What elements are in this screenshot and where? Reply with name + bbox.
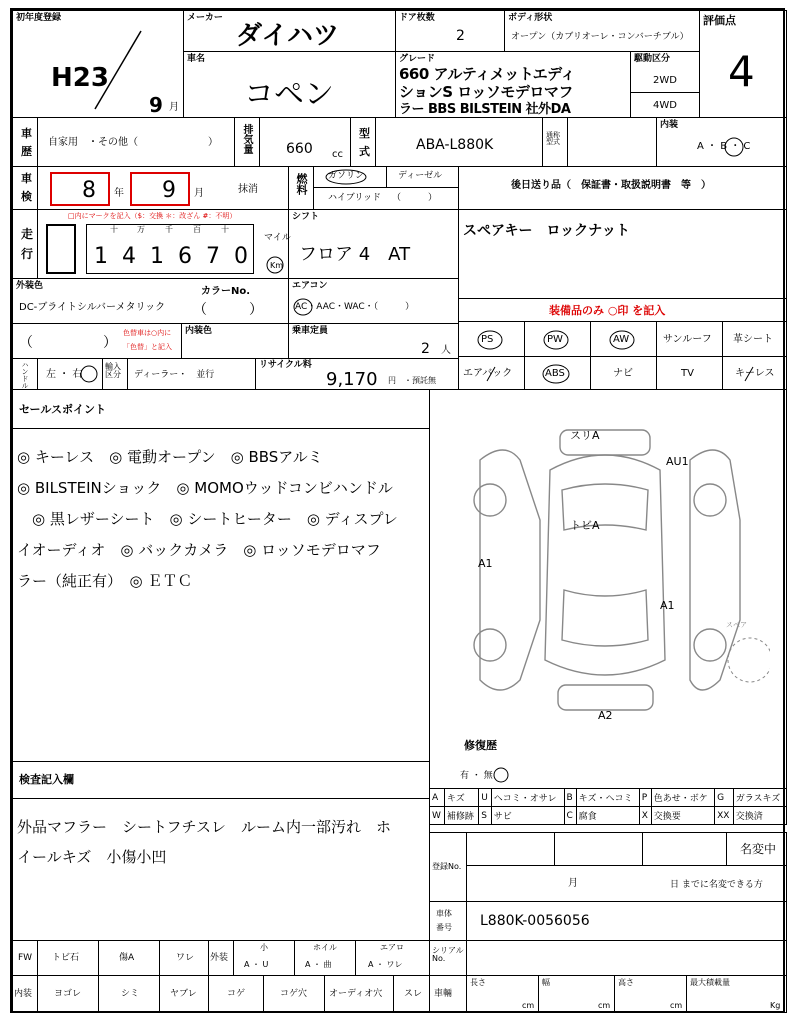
registration-month: 9 <box>149 93 163 117</box>
cert-cell <box>567 117 657 167</box>
legend-desc-c: 腐食 <box>576 807 639 825</box>
damage-diagram-box <box>429 389 787 789</box>
fuel-hybrid: ハイブリッド <box>328 193 382 203</box>
interior-item-5-cell <box>263 975 325 1013</box>
equip-tv <box>656 356 723 390</box>
displacement-cell <box>259 117 351 167</box>
damage-au1: AU1 <box>666 455 689 468</box>
interior-item-6-cell <box>324 975 394 1013</box>
width-label: 幅 <box>542 978 550 987</box>
aero-cell <box>355 940 430 976</box>
handle-label: ハンドル <box>21 361 29 389</box>
legend-desc-x: 交換要 <box>651 807 714 825</box>
fw-item-2-cell <box>98 940 160 976</box>
interior-label-cell <box>12 975 38 1013</box>
history-value: 自家用 ・その他（ ） <box>48 137 218 148</box>
legend-code-c: C <box>564 807 576 825</box>
color-code-label: カラーNo. <box>201 286 251 297</box>
equip-aw-label: AW <box>613 334 630 345</box>
fw-item-1-cell <box>37 940 99 976</box>
car-diagram-outline <box>450 420 770 720</box>
legend-desc-w: 補修跡 <box>444 807 478 825</box>
vin-value: L880K-0056056 <box>480 913 590 929</box>
displacement-label: 排気量 <box>241 124 252 154</box>
interior-item-7: スレ <box>404 989 423 999</box>
weight-unit: Kg <box>770 1001 781 1010</box>
legend-desc-u: ヘコミ・オサレ <box>491 789 564 807</box>
inspection-year-unit: 年 <box>114 188 124 199</box>
circle-mark-gasoline <box>322 168 370 186</box>
height-unit: cm <box>670 1001 683 1010</box>
height-label: 高さ <box>618 978 634 987</box>
equip-abs-label: ABS <box>545 368 565 379</box>
equip-sunroof <box>656 321 723 357</box>
equip-keyless <box>722 356 787 390</box>
serial-label: シリアルNo. <box>432 946 464 963</box>
equip-pw-label: PW <box>547 334 563 345</box>
mileage-unit-label-4: 百 <box>193 225 201 234</box>
drive-cell <box>630 51 700 118</box>
color-change-note-2: 「色替」と記入 <box>123 343 172 351</box>
exterior-color-cell <box>12 278 289 324</box>
dimensions-label: 車輛 <box>434 989 453 999</box>
color-change-paren: （ ） <box>19 335 117 351</box>
interior-color-cell <box>181 323 289 359</box>
displacement-value: 660 <box>286 141 313 157</box>
capacity-cell <box>288 323 459 359</box>
circle-mark-ac <box>292 297 314 317</box>
interior-item-4-cell <box>208 975 264 1013</box>
mileage-cell <box>37 209 289 279</box>
interior-item-7-cell <box>393 975 430 1013</box>
mileage-mark-box <box>46 224 76 274</box>
drive-4wd: 4WD <box>653 100 677 111</box>
legend-code-s: S <box>479 807 491 825</box>
equip-aw <box>590 321 657 357</box>
exterior-small-cell <box>233 940 295 976</box>
inspection-label-1: 車 <box>21 172 32 185</box>
fw-item-3-cell <box>159 940 209 976</box>
sales-title: セールスポイント <box>19 403 107 416</box>
recycle-unit: 円 <box>388 376 396 385</box>
registration-month-unit: 月 <box>568 878 578 889</box>
sales-line-3: ◎ 黒レザーシート ◎ シートヒーター ◎ ディスプレ <box>17 510 398 528</box>
inspection-line-1: 外品マフラー シートフチスレ ルーム内一部汚れ ホ <box>17 818 391 836</box>
inspection-year: 8 <box>82 178 96 203</box>
aircon-value: AC・AAC・WAC・（ ） <box>295 302 415 312</box>
first-registration-cell <box>12 10 184 118</box>
length-label: 長さ <box>470 978 486 987</box>
car-name-value: コペン <box>244 77 334 112</box>
equip-ps-label: PS <box>481 334 494 345</box>
aero-label: エアロ <box>380 943 404 952</box>
wheel-value: A ・ 曲 <box>305 960 332 969</box>
auction-sheet <box>10 8 785 1013</box>
equip-navi-label: ナビ <box>613 368 633 379</box>
mileage-unit-label-3: 千 <box>165 225 173 234</box>
cert-label-cell <box>542 117 568 167</box>
weight-label: 最大積載量 <box>690 978 730 987</box>
legend-code-p: P <box>639 789 651 807</box>
fw-item-3: ワレ <box>176 953 195 963</box>
maker-value: ダイハツ <box>236 21 339 51</box>
aircon-label: エアコン <box>292 281 328 291</box>
model-cell <box>375 117 543 167</box>
doors-cell <box>395 10 505 52</box>
dimensions-cell <box>429 975 787 1013</box>
mileage-label-2: 行 <box>21 247 34 261</box>
repair-history-value: 有 ・ 無 <box>460 771 493 781</box>
body-label: ボディ形状 <box>508 13 553 23</box>
mileage-digit-5: 7 <box>206 244 220 269</box>
score-value: 4 <box>728 47 755 96</box>
check-mark-keyless <box>741 361 767 387</box>
recycle-cell <box>255 358 459 390</box>
registration-box <box>429 832 787 902</box>
mileage-label-1: 走 <box>21 227 34 241</box>
grade-line-2: ションS ロッソモデロマフ <box>399 83 573 101</box>
sales-line-1: ◎ キーレス ◎ 電動オープン ◎ BBSアルミ <box>17 448 323 466</box>
doors-value: 2 <box>456 28 465 44</box>
vin-box <box>429 901 787 941</box>
mileage-unit-label-1: 十 <box>110 225 118 234</box>
exterior-label: 外装 <box>210 953 229 963</box>
exterior-color-value: DC-ブライトシルバーメタリック <box>19 302 166 313</box>
fuel-gasoline: ガソリン <box>328 171 365 181</box>
fw-item-2: 傷A <box>119 953 135 963</box>
recycle-value: 9,170 <box>326 369 378 390</box>
interior-item-2: シミ <box>121 989 140 999</box>
legend-desc-s: サビ <box>491 807 564 825</box>
damage-front: スリA <box>570 429 600 442</box>
circle-mark-right <box>78 363 100 385</box>
color-change-note-1: 色替車は○内に <box>123 329 172 337</box>
exterior-color-label: 外装色 <box>16 281 44 291</box>
history-label-2: 歴 <box>21 145 32 158</box>
interior-color-label: 内装色 <box>185 326 213 336</box>
model-value: ABA-L880K <box>416 137 494 153</box>
legend-desc-xx: 交換済 <box>733 807 786 825</box>
doors-label: ドア枚数 <box>399 13 435 23</box>
equipment-title-cell <box>458 298 787 322</box>
interior-grade-value: A ・ B ・ C <box>697 141 751 152</box>
legend-desc-g: ガラスキズ <box>733 789 786 807</box>
equip-tv-label: TV <box>681 368 694 379</box>
grade-line-1: 660 アルティメットエディ <box>399 65 575 83</box>
equip-airbag-label: エアバック <box>463 368 513 379</box>
history-label-cell <box>12 117 38 167</box>
interior-item-5: コゲ穴 <box>280 989 308 999</box>
legend-desc-b: キズ・ヘコミ <box>576 789 639 807</box>
aero-value: A ・ ワレ <box>368 960 403 969</box>
extras-value: スペアキー ロックナット <box>463 223 630 239</box>
sales-line-5: ラー（純正有） ◎ ＥＴＣ <box>17 572 193 590</box>
mileage-digit-2: 4 <box>122 244 136 269</box>
fuel-cell <box>313 166 459 210</box>
registration-day-note: 日 までに名変できる方 <box>670 880 763 890</box>
inspection-notes-box <box>12 761 430 941</box>
drive-label: 駆動区分 <box>634 54 671 64</box>
mileage-digit-4: 6 <box>178 244 192 269</box>
circle-mark-km <box>266 256 284 274</box>
legend-desc-p: 色あせ・ボケ <box>651 789 714 807</box>
color-code-value: （ ） <box>193 302 263 318</box>
mileage-label-cell <box>12 209 38 279</box>
first-reg-label: 初年度登録 <box>16 13 62 23</box>
wheel-label: ホイル <box>313 943 337 952</box>
equip-leather <box>722 321 787 357</box>
damage-roof: トビA <box>570 519 600 532</box>
registration-year: H23 <box>51 63 109 93</box>
import-label: 輸入区分 <box>105 362 121 379</box>
displacement-unit: cc <box>332 149 343 160</box>
exterior-label-cell <box>208 940 234 976</box>
car-name-cell <box>183 51 396 118</box>
legend-code-a: A <box>430 789 445 807</box>
wheel-cell <box>294 940 356 976</box>
maker-cell <box>183 10 396 52</box>
extras-cell <box>458 209 787 299</box>
aircon-cell <box>288 278 459 324</box>
legend-desc-a: キズ <box>444 789 478 807</box>
registration-label: 登録No. <box>432 862 462 871</box>
model-label-1: 型 <box>359 127 370 140</box>
legend-code-g: G <box>715 789 734 807</box>
legend-code-b: B <box>564 789 576 807</box>
history-label-1: 車 <box>21 127 32 140</box>
mileage-digit-1: 1 <box>94 244 108 269</box>
inspection-line-2: イールキズ 小傷小凹 <box>17 848 167 866</box>
damage-rear: A2 <box>598 709 613 722</box>
mileage-unit-label-2: 万 <box>137 225 145 234</box>
repair-history-label: 修復歴 <box>464 739 497 752</box>
history-cell <box>37 117 235 167</box>
import-label-cell <box>102 358 128 390</box>
model-label-cell <box>350 117 376 167</box>
fw-item-1: トビ石 <box>52 953 80 963</box>
capacity-unit: 人 <box>441 345 451 356</box>
score-label: 評価点 <box>703 14 736 27</box>
interior-item-3-cell <box>159 975 209 1013</box>
interior-item-1-cell <box>37 975 99 1013</box>
inspection-month: 9 <box>162 178 176 203</box>
check-mark-airbag <box>483 361 509 387</box>
legend-code-w: W <box>430 807 445 825</box>
name-change-label: 名変中 <box>740 842 777 856</box>
equip-ps <box>458 321 525 357</box>
serial-cell <box>429 940 787 976</box>
circle-mark-ps <box>475 328 505 352</box>
interior-item-4: コゲ <box>227 989 246 999</box>
recycle-deposit: ・預託無 <box>404 376 436 385</box>
capacity-label: 乗車定員 <box>292 326 329 336</box>
import-cell <box>127 358 256 390</box>
inspection-month-unit: 月 <box>194 188 204 199</box>
docs-value: 後日送り品（ 保証書・取扱説明書 等 ） <box>511 180 711 191</box>
score-cell <box>699 10 787 118</box>
inspection-year-box <box>50 172 110 206</box>
docs-cell <box>458 166 787 210</box>
length-unit: cm <box>522 1001 535 1010</box>
handle-value: 左 ・ 右 <box>46 369 83 380</box>
legend-code-u: U <box>479 789 491 807</box>
fw-label-cell <box>12 940 38 976</box>
circle-mark-aw <box>607 328 637 352</box>
interior-item-3: ヤブレ <box>170 989 197 999</box>
displacement-label-cell <box>234 117 260 167</box>
shift-value: フロア 4 AT <box>299 244 411 265</box>
fuel-other: （ ） <box>392 193 438 203</box>
interior-item-1: ヨゴレ <box>54 989 82 999</box>
drive-2wd: 2WD <box>653 75 677 86</box>
model-label-2: 式 <box>359 145 370 158</box>
equip-airbag <box>458 356 525 390</box>
spare-label: スペア <box>726 621 747 629</box>
fuel-label-cell <box>288 166 314 210</box>
import-value: ディーラー・ 並行 <box>134 370 215 380</box>
mileage-note: □内にマークを記入（$：交換 ＊：改ざん #：不明） <box>68 212 237 220</box>
exterior-small-label: 小 <box>260 943 268 952</box>
vin-label-1: 車体 <box>436 909 452 918</box>
circle-mark-pw <box>541 328 571 352</box>
damage-a1-left: A1 <box>478 557 493 570</box>
shift-label: シフト <box>292 212 320 222</box>
equip-abs <box>524 356 591 390</box>
maker-label: メーカー <box>187 13 223 23</box>
fuel-label: 燃料 <box>295 173 308 195</box>
capacity-value: 2 <box>421 341 430 357</box>
cancelled-label: 抹消 <box>238 184 258 195</box>
equip-keyless-label: キーレス <box>735 368 775 379</box>
interior-item-2-cell <box>98 975 160 1013</box>
color-change-cell <box>12 323 182 359</box>
cert-label: 通称型式 <box>546 131 560 146</box>
inspection-title: 検査記入欄 <box>19 773 74 786</box>
equipment-title: 装備品のみ ○印 を記入 <box>549 304 666 317</box>
interior-grade-cell <box>656 117 787 167</box>
month-unit: 月 <box>169 102 179 113</box>
equip-leather-label: 革シート <box>733 334 773 345</box>
mileage-digit-6: 0 <box>234 244 248 269</box>
body-cell <box>504 10 700 52</box>
inspection-month-box <box>130 172 190 206</box>
recycle-label: リサイクル料 <box>259 360 312 370</box>
date-divider-slash <box>93 29 143 111</box>
inspection-cell <box>37 166 289 210</box>
equip-pw <box>524 321 591 357</box>
interior-item-6: オーディオ穴 <box>329 989 383 999</box>
body-value: オープン（カブリオーレ・コンバーチブル） <box>511 32 689 42</box>
damage-a1-right: A1 <box>660 599 675 612</box>
grade-label: グレード <box>399 54 436 64</box>
inspection-label-2: 検 <box>21 190 32 203</box>
interior-grade-label: 内装 <box>660 120 679 130</box>
fw-label: FW <box>18 953 33 963</box>
circle-mark-b <box>723 136 745 158</box>
mileage-digit-3: 1 <box>150 244 164 269</box>
equip-navi <box>590 356 657 390</box>
sales-line-4: イオーディオ ◎ バックカメラ ◎ ロッソモデロマフ <box>17 541 381 559</box>
unit-mile: マイル <box>264 233 291 243</box>
sales-line-2: ◎ BILSTEINショック ◎ MOMOウッドコンビハンドル <box>17 479 393 497</box>
mileage-unit-label-5: 十 <box>221 225 229 234</box>
fuel-diesel: ディーゼル <box>398 171 443 181</box>
legend-code-xx: XX <box>715 807 734 825</box>
circle-mark-none <box>492 766 510 784</box>
damage-legend <box>429 788 787 832</box>
unit-km: Km <box>270 261 284 270</box>
interior-label: 内装 <box>14 989 33 999</box>
width-unit: cm <box>598 1001 611 1010</box>
vin-label-2: 番号 <box>436 923 452 932</box>
grade-cell <box>395 51 631 118</box>
exterior-small-value: A ・ U <box>244 960 269 969</box>
sales-points-box <box>12 389 430 762</box>
equip-sunroof-label: サンルーフ <box>663 334 712 345</box>
legend-code-x: X <box>639 807 651 825</box>
car-name-label: 車名 <box>187 54 206 64</box>
grade-line-3: ラー BBS BILSTEIN 社外DA <box>399 102 571 117</box>
circle-mark-abs <box>539 362 573 386</box>
handle-cell <box>37 358 103 390</box>
handle-label-cell <box>12 358 38 390</box>
inspection-label-cell <box>12 166 38 210</box>
shift-cell <box>288 209 459 279</box>
